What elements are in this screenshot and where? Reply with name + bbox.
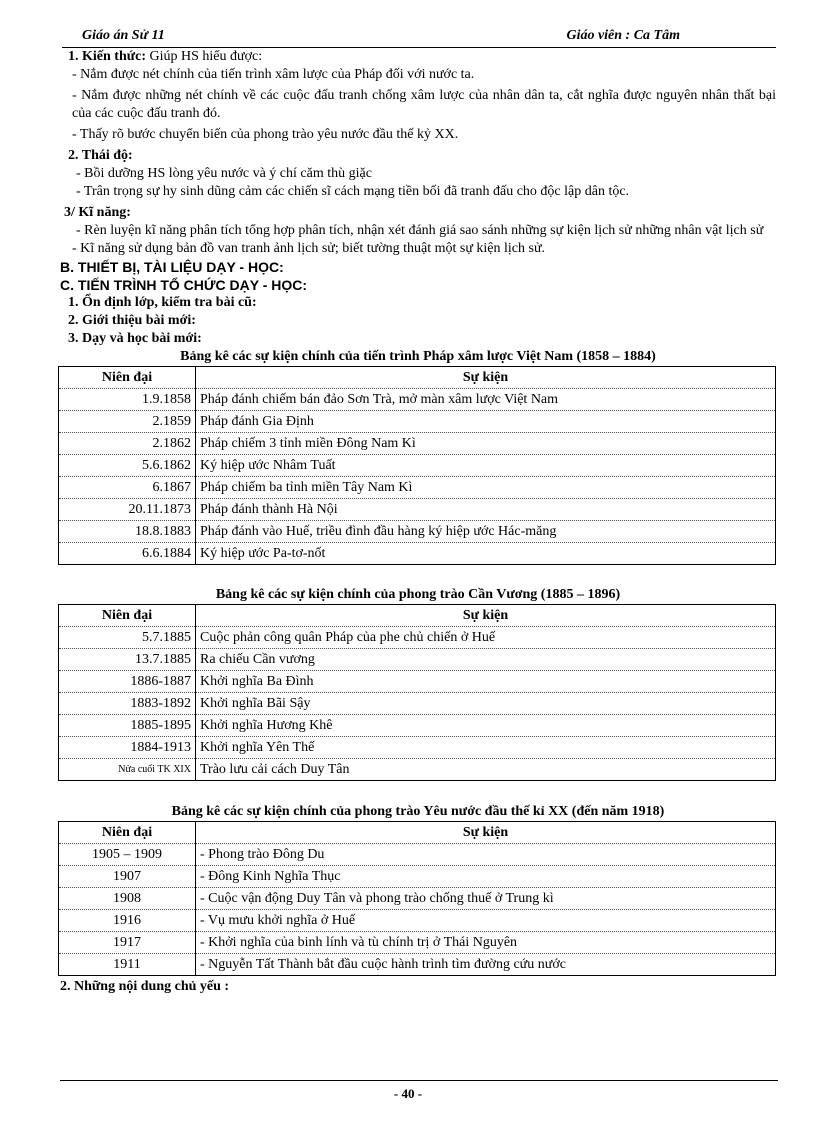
event-cell: Ký hiệp ước Pa-tơ-nốt xyxy=(196,543,776,565)
table-row xyxy=(59,954,776,976)
event-cell: - Đông Kinh Nghĩa Thục xyxy=(196,866,776,888)
table-caption: Bảng kê các sự kiện chính của tiến trình Pháp xâm lược Việt Nam (1858 – 1884) xyxy=(180,349,656,364)
knowledge-heading xyxy=(60,48,776,66)
table-caption: Bảng kê các sự kiện chính của phong trào Cần Vương (1885 – 1896) xyxy=(215,587,621,602)
table-row xyxy=(59,433,776,455)
event-cell: Khởi nghĩa Yên Thế xyxy=(196,737,776,759)
knowledge-intro: Giúp HS hiểu được: xyxy=(149,49,263,64)
step-item: 2. Giới thiệu bài mới: xyxy=(68,313,196,328)
section-b-heading: B. THIẾT BỊ, TÀI LIỆU DẠY - HỌC: xyxy=(60,259,284,275)
event-cell: - Nguyễn Tất Thành bắt đầu cuộc hành trình tìm đường cứu nước xyxy=(196,954,776,976)
event-cell: Cuộc phản công quân Pháp của phe chủ chiến ở Huế xyxy=(196,627,776,649)
document-body xyxy=(60,48,776,996)
event-cell: - Phong trào Đông Du xyxy=(196,844,776,866)
date-cell: 1917 xyxy=(59,932,196,954)
column-header-date: Niên đại xyxy=(59,367,196,389)
table-row xyxy=(59,627,776,649)
column-header-event: Sự kiện xyxy=(196,605,776,627)
date-cell: 2.1862 xyxy=(59,433,196,455)
step-item: 3. Dạy và học bài mới: xyxy=(68,331,202,346)
table-row xyxy=(59,499,776,521)
table-row xyxy=(59,649,776,671)
date-cell: 6.6.1884 xyxy=(142,545,191,561)
date-cell: 1908 xyxy=(59,888,196,910)
table-row xyxy=(59,477,776,499)
events-table-invasion xyxy=(58,366,776,565)
attitude-item: - Bồi dưỡng HS lòng yêu nước và ý chí căm thù giặc xyxy=(76,166,372,181)
event-cell: - Vụ mưu khởi nghĩa ở Huế xyxy=(196,910,776,932)
date-cell: 5.7.1885 xyxy=(59,627,196,649)
main-contents-heading: 2. Những nội dung chủ yếu : xyxy=(60,979,230,994)
event-cell: Pháp chiếm ba tỉnh miền Tây Nam Kì xyxy=(196,477,776,499)
date-cell: 1885-1895 xyxy=(59,715,196,737)
date-cell: 1907 xyxy=(59,866,196,888)
table-row xyxy=(59,759,776,781)
footer-divider xyxy=(60,1080,778,1081)
knowledge-item: - Thấy rõ bước chuyển biến của phong trào yêu nước đầu thế kỷ XX. xyxy=(72,127,459,142)
page-header xyxy=(62,27,776,48)
event-cell: Trào lưu cải cách Duy Tân xyxy=(196,759,776,781)
events-table-can-vuong xyxy=(58,604,776,781)
table-row xyxy=(59,844,776,866)
event-cell: Pháp đánh thành Hà Nội xyxy=(196,499,776,521)
date-cell: 2.1859 xyxy=(59,411,196,433)
skills-item: - Rèn luyện kĩ năng phân tích tổng hợp phân tích, nhận xét đánh giá sao sánh những sự kiện lịch sử những nhân vật lịch sử xyxy=(76,223,764,238)
date-cell: 1.9.1858 xyxy=(59,389,196,411)
table-row xyxy=(59,715,776,737)
date-cell: 1883-1892 xyxy=(59,693,196,715)
header-teacher: Giáo viên : Ca Tâm xyxy=(566,28,680,43)
event-cell: - Cuộc vận động Duy Tân và phong trào chống thuế ở Trung kì xyxy=(196,888,776,910)
event-cell: Khởi nghĩa Ba Đình xyxy=(196,671,776,693)
step-item: 1. Ổn định lớp, kiểm tra bài cũ: xyxy=(68,295,257,310)
event-cell: Pháp đánh vào Huế, triều đình đầu hàng ký hiệp ước Hác-măng xyxy=(196,521,776,543)
date-cell: 1905 – 1909 xyxy=(59,844,196,866)
event-cell: Ký hiệp ước Nhâm Tuất xyxy=(196,455,776,477)
skills-label: 3/ Kĩ năng: xyxy=(64,205,131,220)
table-header-row xyxy=(59,605,776,627)
page-number: - 40 - xyxy=(393,1086,423,1101)
event-cell: Pháp chiếm 3 tỉnh miền Đông Nam Kì xyxy=(196,433,776,455)
date-cell: 1884-1913 xyxy=(59,737,196,759)
section-c-heading: C. TIẾN TRÌNH TỔ CHỨC DẠY - HỌC: xyxy=(60,277,308,293)
table-caption: Bảng kê các sự kiện chính của phong trào Yêu nước đầu thế kỉ XX (đến năm 1918) xyxy=(171,804,665,819)
table-row xyxy=(59,932,776,954)
header-subject: Giáo án Sử 11 xyxy=(82,28,165,43)
column-header-event: Sự kiện xyxy=(196,367,776,389)
date-cell: Nửa cuối TK XIX xyxy=(118,763,191,775)
event-cell: - Khởi nghĩa của binh lính và tù chính trị ở Thái Nguyên xyxy=(196,932,776,954)
event-cell: Khởi nghĩa Hương Khê xyxy=(196,715,776,737)
date-cell: 20.11.1873 xyxy=(59,499,196,521)
date-cell: 18.8.1883 xyxy=(59,521,196,543)
table-row xyxy=(59,737,776,759)
date-cell: 6.1867 xyxy=(59,477,196,499)
table-row xyxy=(59,389,776,411)
date-cell: 5.6.1862 xyxy=(59,455,196,477)
date-cell: 1911 xyxy=(113,956,141,972)
table-row xyxy=(59,693,776,715)
date-cell: 1886-1887 xyxy=(59,671,196,693)
knowledge-label: 1. Kiến thức: xyxy=(68,49,147,64)
table-row xyxy=(59,455,776,477)
column-header-date: Niên đại xyxy=(59,605,196,627)
event-cell: Pháp đánh chiếm bán đảo Sơn Trà, mở màn xâm lược Việt Nam xyxy=(196,389,776,411)
table-row xyxy=(59,888,776,910)
event-cell: Pháp đánh Gia Định xyxy=(196,411,776,433)
attitude-label: 2. Thái độ: xyxy=(68,148,133,163)
events-table-early-20th xyxy=(58,821,776,976)
knowledge-item: - Nắm được nét chính của tiến trình xâm lược của Pháp đối với nước ta. xyxy=(72,67,475,82)
event-cell: Khởi nghĩa Bãi Sậy xyxy=(196,693,776,715)
table-header-row xyxy=(59,367,776,389)
table-row xyxy=(59,671,776,693)
column-header-date: Niên đại xyxy=(59,822,196,844)
date-cell: 1916 xyxy=(59,910,196,932)
date-cell: 13.7.1885 xyxy=(59,649,196,671)
table-row xyxy=(59,543,776,565)
skills-item: - Kĩ năng sử dụng bản đồ van tranh ảnh lịch sử; biết tường thuật một sự kiện lịch sử. xyxy=(72,241,546,256)
attitude-item: - Trân trọng sự hy sinh dũng cảm các chiến sĩ cách mạng tiền bối đã tranh đấu cho độc lập dân tộc. xyxy=(76,184,630,199)
table-header-row xyxy=(59,822,776,844)
table-row xyxy=(59,521,776,543)
table-row xyxy=(59,910,776,932)
table-row xyxy=(59,411,776,433)
column-header-event: Sự kiện xyxy=(196,822,776,844)
event-cell: Ra chiếu Cần vương xyxy=(196,649,776,671)
table-row xyxy=(59,866,776,888)
knowledge-item: - Nắm được những nét chính về các cuộc đấu tranh chống xâm lược của nhân dân ta, cắt nghĩa được nguyên nhân thất bại của các cuộc đấu tranh đó. xyxy=(72,88,776,121)
